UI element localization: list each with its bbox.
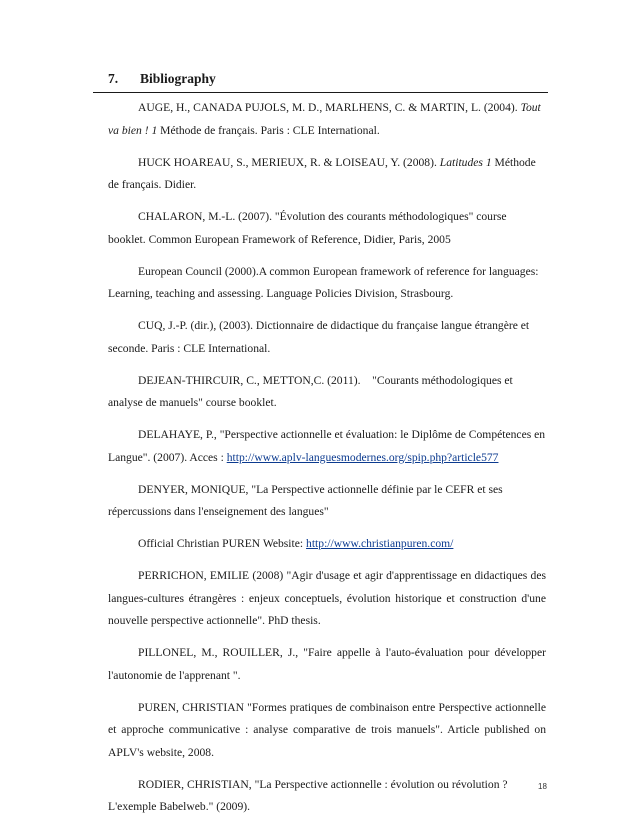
bibliography-entry: AUGE, H., CANADA PUJOLS, M. D., MARLHENS, C. & MARTIN, L. (2004). Tout va bien ! 1 Méthode de français. Paris : CLE International.: [108, 101, 541, 137]
heading-underline: [93, 92, 548, 93]
bibliography-entry: DELAHAYE, P., "Perspective actionnelle et évaluation: le Diplôme de Compétences en Langue". (2007). Acces : http://www.aplv-languesmodernes.org/spip.php?article577: [108, 428, 546, 464]
bibliography-entry: DEJEAN-THIRCUIR, C., METTON,C. (2011). "Courants méthodologiques et analyse de manuels" course booklet.: [108, 373, 516, 409]
book-title: Tout va bien ! 1: [108, 101, 541, 137]
bibliography-entry: PERRICHON, EMILIE (2008) "Agir d'usage et agir d'apprentissage en didactiques des langues-cultures étrangères : enjeux conceptuels, évolution historique et construction d'une nouvelle perspective actionnelle". PhD thesis.: [108, 569, 546, 627]
bibliography-list: [108, 97, 546, 828]
bibliography-entry: PILLONEL, M., ROUILLER, J., "Faire appelle à l'auto-évaluation pour développer l'autonomie de l'apprenant ".: [108, 646, 546, 682]
page-number: 18: [538, 782, 547, 791]
bibliography-entry: CHALARON, M.-L. (2007). "Évolution des courants méthodologiques" course booklet. Common European Framework of Reference, Didier, Paris, 2005: [108, 210, 507, 246]
book-title: Latitudes 1: [439, 155, 492, 169]
section-title: Bibliography: [140, 71, 216, 86]
bibliography-entry: DENYER, MONIQUE, "La Perspective actionnelle définie par le CEFR et ses répercussions dans l'enseignement des langues": [108, 482, 503, 518]
bibliography-entry: CUQ, J.-P. (dir.), (2003). Dictionnaire de didactique du française langue étrangère et seconde. Paris : CLE International.: [108, 319, 530, 355]
reference-link[interactable]: http://www.christianpuren.com/: [306, 537, 454, 550]
section-number: 7.: [108, 71, 119, 86]
bibliography-entry: RODIER, CHRISTIAN, "La Perspective actionnelle : évolution ou révolution ? L'exemple Babelweb." (2009).: [108, 777, 508, 813]
bibliography-entry: European Council (2000).A common European framework of reference for languages: Learning, teaching and assessing. Language Policies Division, Strasbourg.: [108, 264, 539, 300]
section-heading: [108, 71, 216, 87]
bibliography-entry: PUREN, CHRISTIAN "Formes pratiques de combinaison entre Perspective actionnelle et approche communicative : analyse comparative de trois manuels". Article published on APLV's website, 2008.: [108, 700, 546, 759]
bibliography-entry: Official Christian PUREN Website: http://www.christianpuren.com/: [138, 537, 454, 550]
bibliography-entry: HUCK HOAREAU, S., MERIEUX, R. & LOISEAU, Y. (2008). Latitudes 1 Méthode de français. Didier.: [108, 155, 536, 191]
reference-link[interactable]: http://www.aplv-languesmodernes.org/spip.php?article577: [226, 450, 499, 464]
